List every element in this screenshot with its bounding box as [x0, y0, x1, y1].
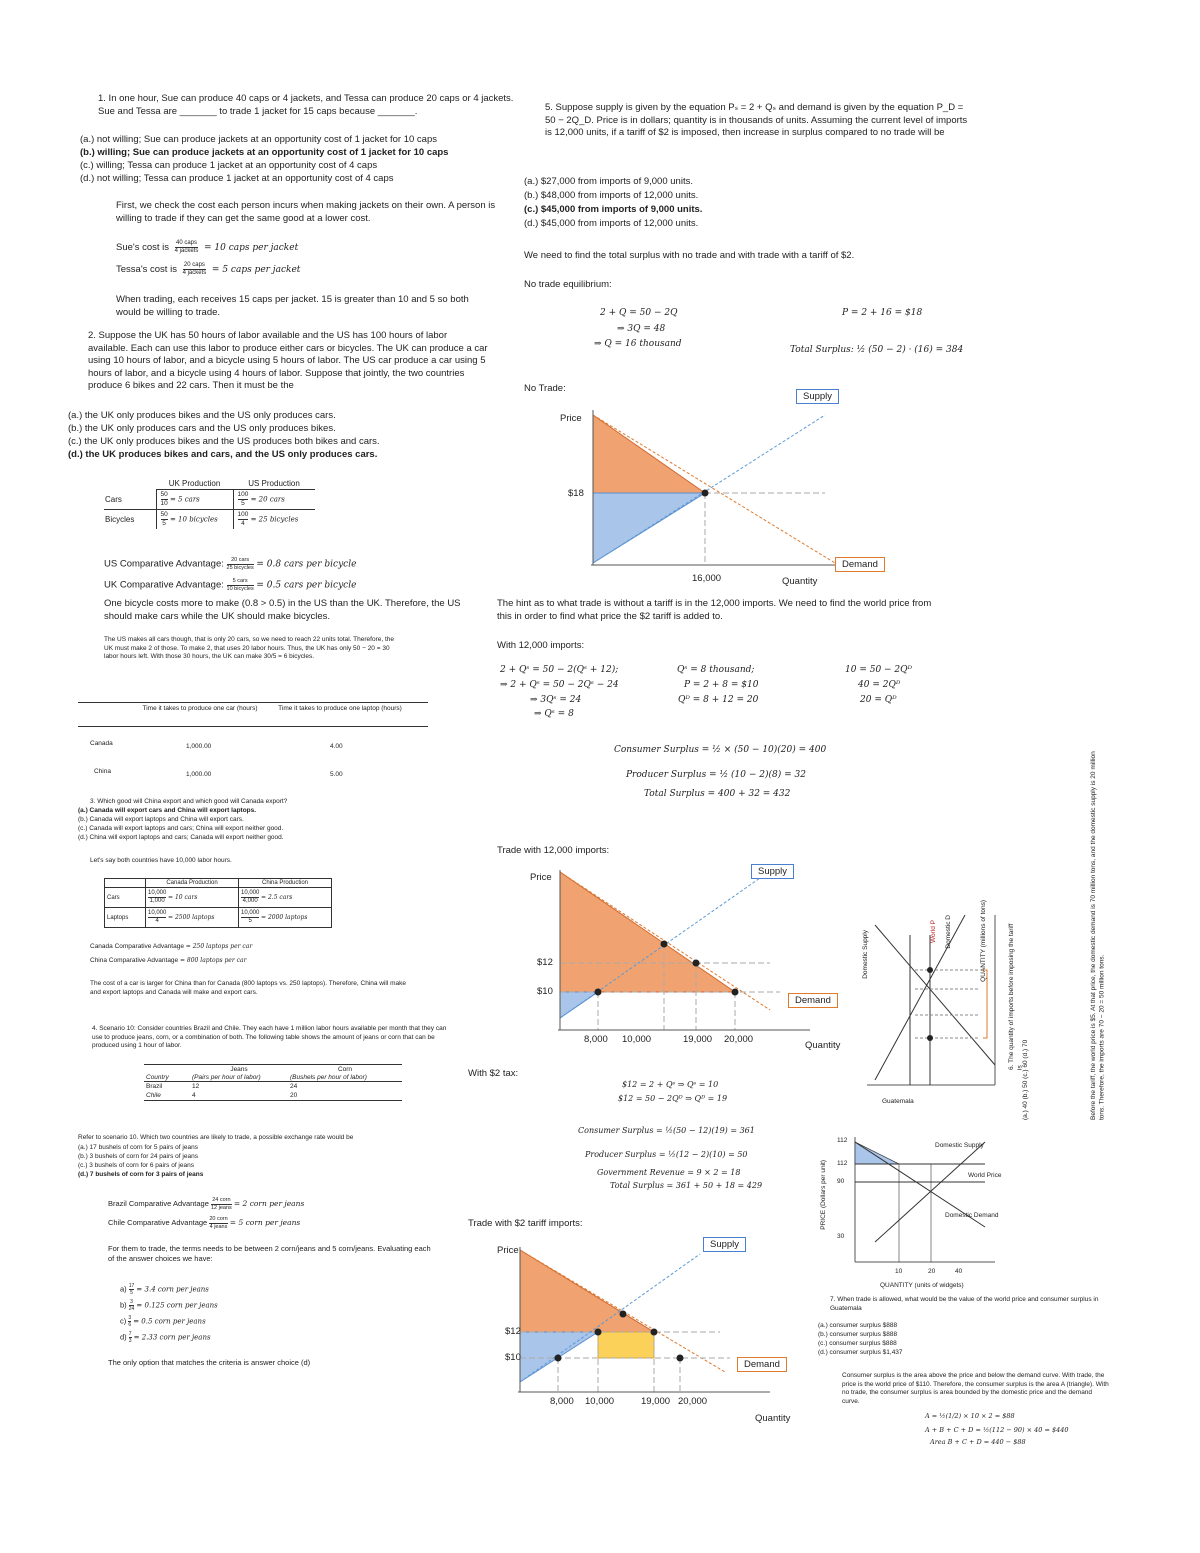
q5-m9: 40 = 2Qᴰ	[858, 680, 901, 690]
q3-row-china: China	[94, 768, 111, 775]
q5-m5: Qˢ = 8 thousand;	[677, 665, 755, 675]
q5-no-trade-label: No Trade:	[524, 383, 566, 394]
q4-eval-c-fraction: 3 6	[128, 1315, 132, 1328]
graph1-q16: 16,000	[692, 573, 722, 584]
q4-table	[144, 1064, 402, 1101]
q2-option-b: (b.) the UK only produces cars and the US only produces bikes.	[68, 423, 336, 434]
q4-eval-c-label: c)	[120, 1316, 127, 1326]
q3-option-a: (a.) Canada will export cars and China will export laptops.	[78, 807, 257, 814]
q7-y-axis-label: PRICE (Dollars per unit)	[820, 1160, 827, 1230]
q3-conclusion: The cost of a car is larger for China than for Canada (800 laptops vs. 250 laptops). Therefore, China will make and export laptops and Canada will make and export cars.	[90, 980, 407, 996]
q7-x2: 20	[928, 1268, 936, 1275]
graph3-p10: $10	[505, 1352, 521, 1363]
q2-us-advantage-math: = 0.8 cars per bicycle	[256, 559, 357, 570]
q4-option-b: (b.) 3 bushels of corn for 24 pairs of jeans	[78, 1153, 198, 1160]
graph3-q20: 20,000	[678, 1396, 708, 1407]
q6-question: 6. The quantity of imports before imposing the tariff is	[1008, 923, 1024, 1070]
q3-option-c: (c.) Canada will export laptops and cars; China will export neither good.	[78, 825, 284, 832]
q2-uk-advantage	[104, 578, 356, 592]
graph1-producer-surplus	[593, 493, 705, 563]
q3-table-rule-2	[78, 726, 428, 727]
q7-option-c: (c.) consumer surplus $888	[818, 1340, 897, 1347]
q4-eval-d-math: = 2.33 corn per jeans	[133, 1333, 211, 1342]
q7-area-a	[855, 1142, 899, 1164]
q5-t3: Consumer Surplus = ½(50 − 12)(19) = 361	[578, 1126, 755, 1135]
q1-option-a: (a.) not willing; Sue can produce jackets at an opportunity cost of 1 jacket for 10 caps	[80, 134, 437, 145]
q7-graph	[835, 1132, 1010, 1272]
q4-eval-d-fraction: 7 3	[128, 1331, 132, 1344]
graph2-quantity-label: Quantity	[805, 1040, 841, 1051]
graph3-tariff-revenue	[598, 1332, 654, 1358]
q3-cell-canada-cars: 10,000 1,000 = 10 cars	[146, 888, 239, 908]
q7-m1: A = ½(1/2) × 10 × 2 = $88	[925, 1412, 1015, 1420]
q2-cell-uk-bikes: 50 5 = 10 bicycles	[156, 510, 233, 530]
q7-supply-line	[875, 1142, 985, 1242]
q1-tessa-fraction: 20 caps 4 jackets	[182, 262, 207, 276]
q2-question: 2. Suppose the UK has 50 hours of labor available and the US has 100 hours of labor available. Each can use this labor to produce either cars or bicycles. The UK can produce a car using 10 hours of labor, and a bicycle using 5 hours of labor. The US car produce a car using 5 hours of labor, and a bicycle using 4 hours of labor. Suppose that jointly, the two countries produce 6 bikes and 22 cars. Then it must be the	[88, 330, 488, 391]
q4-brazil-advantage-math: = 2 corn per jeans	[233, 1198, 305, 1208]
graph-trade-tariff	[480, 1232, 825, 1422]
q2-col-uk: UK Production	[156, 478, 233, 490]
q2-cell-us-bikes: 100 4 = 25 bicycles	[233, 510, 315, 530]
graph2-price-label: Price	[530, 872, 552, 883]
q5-trade-12000-label: Trade with 12,000 imports:	[497, 845, 610, 856]
graph3-p12: $12	[505, 1326, 521, 1337]
q3-assumption: Let's say both countries have 10,000 labor hours.	[90, 857, 232, 864]
q3-canada-laptop: 4.00	[330, 743, 343, 750]
q1-sue-label: Sue's cost is	[116, 242, 170, 254]
graph2-supply-point	[595, 989, 602, 996]
q4-eval-b	[120, 1299, 218, 1312]
q3-option-b: (b.) Canada will export laptops and China will export cars.	[78, 816, 244, 823]
q5-option-c: (c.) $45,000 from imports of 9,000 units.	[524, 204, 703, 215]
q1-option-b: (b.) willing; Sue can produce jackets at an opportunity cost of 1 jacket for 10 caps	[80, 147, 449, 158]
q7-p1: 112	[837, 1137, 848, 1144]
q5-m3: ⇒ 3Qˢ = 24	[530, 695, 582, 705]
q5-m10: 20 = Qᴰ	[860, 695, 897, 705]
q3-table-rule	[78, 702, 428, 703]
q3-china-car: 1,000.00	[186, 771, 212, 778]
graph3-q19: 19,000	[641, 1396, 671, 1407]
q3-option-d: (d.) China will export laptops and cars; Canada will export neither good.	[78, 834, 284, 841]
q7-x3: 40	[955, 1268, 963, 1275]
q5-eq4: P = 2 + 16 = $18	[842, 308, 923, 318]
q4-eval-b-math: = 0.125 corn per jeans	[136, 1301, 218, 1310]
q3-row-laptops: Laptops	[105, 908, 146, 928]
graph3-price-label: Price	[497, 1245, 519, 1256]
graph2-demand-label: Demand	[788, 993, 838, 1008]
q5-m1: 2 + Qˢ = 50 − 2(Qˢ + 12);	[500, 665, 619, 675]
q3-header-laptop: Time it takes to produce one laptop (hours)	[278, 705, 402, 712]
graph3-equilibrium-point	[620, 1311, 627, 1318]
q5-eq5: Total Surplus: ½ (50 − 2) · (16) = 384	[790, 345, 964, 355]
q3-header-car: Time it takes to produce one car (hours)	[142, 705, 258, 712]
q1-option-d: (d.) not willing; Tessa can produce 1 jacket at an opportunity cost of 4 caps	[80, 173, 394, 184]
graph3-demand-label: Demand	[737, 1357, 787, 1372]
q2-us-advantage-label: US Comparative Advantage:	[104, 558, 224, 570]
q3-production-table	[104, 878, 332, 928]
q7-option-a: (a.) consumer surplus $888	[818, 1322, 898, 1329]
graph2-q20: 20,000	[724, 1034, 754, 1045]
q7-p2: 112	[837, 1160, 848, 1167]
q7-m3: Area B + C + D = 440 − $88	[930, 1438, 1026, 1446]
q7-m2: A + B + C + D = ½(112 − 90) × 40 = $440	[925, 1426, 1069, 1434]
q4-eval-d-label: d)	[120, 1332, 127, 1342]
q6-options: (a.) 40 (b.) 50 (c.) 60 (d.) 70	[1022, 1039, 1029, 1120]
q2-option-d: (d.) the UK produces bikes and cars, and the US only produces cars.	[68, 449, 378, 460]
q5-total-surplus: Total Surplus = 400 + 32 = 432	[644, 789, 791, 799]
q3-china-advantage-label: China Comparative Advantage	[90, 957, 179, 964]
q3-china-advantage-math: = 800 laptops per car	[179, 957, 247, 964]
q5-t1: $12 = 2 + Qˢ ⇒ Qˢ = 10	[622, 1080, 719, 1089]
q4-header-jeans-unit: (Pairs per hour of labor)	[192, 1074, 261, 1081]
q5-m6: P = 2 + 8 = $10	[684, 680, 759, 690]
q5-eq3: ⇒ Q = 16 thousand	[594, 339, 682, 349]
q3-cell-canada-laptops: 10,000 4 = 2500 laptops	[146, 908, 239, 928]
graph1-price-label: Price	[560, 413, 582, 424]
q2-cell-us-cars: 100 5 = 20 cars	[233, 490, 315, 510]
graph3-supply-label: Supply	[703, 1237, 746, 1252]
q4-header-country: Country	[146, 1074, 169, 1081]
q3-canada-advantage	[90, 943, 252, 952]
q4-option-a: (a.) 17 bushels of corn for 5 pairs of jeans	[78, 1144, 198, 1151]
graph2-p12: $12	[537, 957, 553, 968]
q4-eval-b-fraction: 3 24	[128, 1299, 135, 1312]
graph2-q10: 10,000	[622, 1034, 652, 1045]
q5-eq2: ⇒ 3Q = 48	[617, 324, 666, 334]
q2-option-c: (c.) the UK only produces bikes and the US produces both bikes and cars.	[68, 436, 380, 447]
q1-option-c: (c.) willing; Tessa can produce 1 jacket at an opportunity cost of 4 caps	[80, 160, 378, 171]
q1-tessa-math: = 5 caps per jacket	[211, 265, 301, 276]
graph2-q19: 19,000	[683, 1034, 713, 1045]
q4-brazil-advantage-label: Brazil Comparative Advantage	[108, 1198, 209, 1208]
q1-sue-cost	[116, 240, 298, 255]
q5-option-a: (a.) $27,000 from imports of 9,000 units.	[524, 176, 693, 187]
q3-cell-china-cars: 10,000 4,000 = 2.5 cars	[239, 888, 332, 908]
q6-domestic-demand-label: Domestic D	[945, 915, 952, 949]
q4-row-chile: Chile	[144, 1091, 190, 1101]
graph2-equilibrium-point	[661, 941, 668, 948]
q5-option-b: (b.) $48,000 from imports of 12,000 units.	[524, 190, 699, 201]
graph3-world-supply-point	[555, 1355, 562, 1362]
q4-scenario: 4. Scenario 10: Consider countries Brazil and Chile. They each have 1 million labor hours available per month that they can use to produce jeans, corn, or a combination of both. The following table shows the amount of jeans or corn that can be produced using 1 hour of labor.	[92, 1025, 447, 1049]
q1-question: 1. In one hour, Sue can produce 40 caps or 4 jackets, and Tessa can produce 20 caps or 4 jackets. Sue and Tessa are _______ to trade 1 jacket for 15 caps because _______.	[98, 93, 514, 117]
q5-eq1: 2 + Q = 50 − 2Q	[600, 308, 678, 318]
q7-x1: 10	[895, 1268, 903, 1275]
q3-canada-car: 1,000.00	[186, 743, 212, 750]
graph3-consumer-surplus	[520, 1250, 654, 1332]
q5-no-trade-equilibrium: No trade equilibrium:	[524, 279, 612, 290]
q3-col-canada: Canada Production	[146, 879, 239, 888]
q7-x-axis-label: QUANTITY (units of widgets)	[880, 1282, 964, 1289]
q2-col-us: US Production	[233, 478, 315, 490]
graph2-supply-label: Supply	[751, 864, 794, 879]
q5-m8: 10 = 50 − 2Qᴰ	[845, 665, 913, 675]
graph3-quantity-label: Quantity	[755, 1413, 791, 1424]
q5-t6: Total Surplus = 361 + 50 + 18 = 429	[610, 1181, 763, 1190]
q2-uk-advantage-label: UK Comparative Advantage:	[104, 579, 224, 591]
q5-option-d: (d.) $45,000 from imports of 12,000 units.	[524, 218, 699, 229]
q5-m2: ⇒ 2 + Qˢ = 50 − 2Qˢ − 24	[500, 680, 619, 690]
q4-row-brazil: Brazil	[144, 1082, 190, 1092]
graph2-tariff-demand-point	[693, 960, 700, 967]
graph1-quantity-label: Quantity	[782, 576, 818, 587]
graph2-q8: 8,000	[584, 1034, 608, 1045]
q7-option-d: (d.) consumer surplus $1,437	[818, 1349, 903, 1356]
graph2-demand-point	[732, 989, 739, 996]
q6-domestic-supply-label: Domestic Supply	[862, 930, 869, 979]
q5-t2: $12 = 50 − 2Qᴰ ⇒ Qᴰ = 19	[618, 1094, 728, 1103]
q6-x-axis-label: Guatemala	[882, 1098, 914, 1105]
q6-point-2	[927, 1035, 933, 1041]
q4-eval-c	[120, 1315, 206, 1328]
graph2-p10: $10	[537, 986, 553, 997]
q2-uk-advantage-math: = 0.5 cars per bicycle	[256, 580, 357, 591]
q4-header-corn-unit: (Bushels per hour of labor)	[290, 1074, 367, 1081]
q1-tessa-label: Tessa's cost is	[116, 264, 177, 276]
q6-side-note: Before the tariff, the world price is $5. At that price, the domestic demand is 70 million tons, and the domestic supply is 20 million tons. Therefore, the imports are 70 − 20 = 50 million tons.	[1090, 751, 1106, 1120]
q5-need: We need to find the total surplus with no trade and with trade with a tariff of $2.	[524, 250, 855, 261]
q5-with-tax: With $2 tax:	[468, 1068, 519, 1079]
q5-question: 5. Suppose supply is given by the equation Pₛ = 2 + Qₛ and demand is given by the equation P_D = 50 − 2Q_D. Price is in dollars; quantity is in thousands of units. Assuming the current level of imports is 12,000 units, if a tariff of $2 is imposed, then increase in surplus compared to no trade will be	[545, 102, 968, 138]
q7-domestic-demand-label: Domestic Demand	[945, 1212, 999, 1219]
q4-chile-advantage	[108, 1216, 300, 1230]
q2-cell-uk-cars: 50 10 = 5 cars	[156, 490, 233, 510]
q4-eval-c-math: = 0.5 corn per jeans	[133, 1317, 206, 1326]
graph-trade-12000	[520, 860, 865, 1040]
q5-m4: ⇒ Qˢ = 8	[534, 709, 574, 719]
q1-tessa-cost	[116, 262, 300, 277]
q2-detail: The US makes all cars though, that is only 20 cars, so we need to reach 22 units total. Therefore, the UK must make 2 of those. To make 2, that uses 20 labor hours. Thus, the UK has only 50 − 20 = 30 labor hours left. With those 30 hours, the UK can make 30/5 = 6 bicycles.	[104, 636, 395, 660]
graph3-tariff-supply-point	[595, 1329, 602, 1336]
graph3-q8: 8,000	[550, 1396, 574, 1407]
q4-eval-a-label: a)	[120, 1284, 127, 1294]
q2-option-a: (a.) the UK only produces bikes and the US only produces cars.	[68, 410, 336, 421]
q1-conclusion: When trading, each receives 15 caps per jacket. 15 is greater than 10 and 5 so both would be willing to trade.	[116, 294, 469, 318]
q2-us-advantage	[104, 557, 356, 571]
graph2-consumer-surplus	[560, 872, 735, 992]
q1-sue-fraction: 40 caps 4 jackets	[174, 240, 199, 254]
q5-t5: Government Revenue = 9 × 2 = 18	[597, 1168, 741, 1177]
q6-supply-line	[875, 925, 995, 1065]
q6-world-price-label: World P	[930, 920, 937, 943]
graph3-world-demand-point	[677, 1355, 684, 1362]
q5-consumer-surplus: Consumer Surplus = ½ × (50 − 10)(20) = 400	[614, 745, 827, 755]
q7-option-b: (b.) consumer surplus $888	[818, 1331, 898, 1338]
q3-canada-advantage-math: = 250 laptops per car	[185, 943, 253, 950]
graph1-demand-label: Demand	[835, 557, 885, 572]
q5-with-12000: With 12,000 imports:	[497, 640, 585, 651]
q4-chile-advantage-math: = 5 corn per jeans	[229, 1217, 301, 1227]
q4-eval-a-math: = 3.4 corn per jeans	[136, 1285, 209, 1294]
graph1-equilibrium-point	[702, 490, 709, 497]
q4-range: For them to trade, the terms needs to be between 2 corn/jeans and 5 corn/jeans. Evaluating each of the answer choices we have:	[108, 1244, 431, 1263]
q2-production-table	[104, 478, 315, 529]
q4-header-corn: Corn	[288, 1065, 402, 1075]
q3-china-laptop: 5.00	[330, 771, 343, 778]
q4-chile-fraction: 20 corn 4 jeans	[209, 1216, 228, 1230]
q4-conclusion: The only option that matches the criteria is answer choice (d)	[108, 1358, 311, 1367]
q4-header-jeans: Jeans	[190, 1065, 288, 1075]
q5-trade-tariff-label: Trade with $2 tariff imports:	[468, 1218, 583, 1229]
q5-t4: Producer Surplus = ½(12 − 2)(10) = 50	[585, 1150, 748, 1159]
q4-chile-corn: 20	[288, 1091, 402, 1101]
q4-question: Refer to scenario 10. Which two countries are likely to trade, a possible exchange rate would be	[78, 1134, 354, 1141]
q4-brazil-corn: 24	[288, 1082, 402, 1092]
q7-p3: 90	[837, 1178, 845, 1185]
q5-m7: Qᴰ = 8 + 12 = 20	[678, 695, 759, 705]
q6-y-axis-label: QUANTITY (millions of tons)	[980, 900, 987, 982]
q6-point-1	[927, 967, 933, 973]
q3-row-cars: Cars	[105, 888, 146, 908]
q1-sue-math: = 10 caps per jacket	[204, 243, 299, 254]
q3-question: 3. Which good will China export and which good will Canada export?	[90, 798, 288, 805]
q4-eval-a-fraction: 17 5	[128, 1283, 135, 1296]
q3-row-canada: Canada	[90, 740, 113, 747]
q4-brazil-fraction: 24 corn 12 jeans	[210, 1197, 232, 1211]
q4-brazil-jeans: 12	[190, 1082, 288, 1092]
graph1-supply-label: Supply	[796, 389, 839, 404]
q4-eval-d	[120, 1331, 211, 1344]
q4-eval-a	[120, 1283, 209, 1296]
q7-explanation: Consumer surplus is the area above the price and below the demand curve. With trade, the price is the world price of $110. Therefore, the consumer surplus is the area A (triangle). With no trade, the consumer surplus is area bounded by the domestic price and the demand curve.	[842, 1372, 1109, 1405]
q2-row-cars: Cars	[104, 490, 156, 510]
q3-canada-advantage-label: Canada Comparative Advantage	[90, 943, 184, 950]
q4-chile-jeans: 4	[190, 1091, 288, 1101]
q7-p4: 30	[837, 1233, 845, 1240]
q4-option-c: (c.) 3 bushels of corn for 6 pairs of jeans	[78, 1162, 194, 1169]
q2-conclusion: One bicycle costs more to make (0.8 > 0.5) in the US than the UK. Therefore, the US should make cars while the UK should make bicycles.	[104, 598, 461, 622]
q2-uk-fraction: 5 cars 10 bicycles	[226, 578, 254, 592]
q7-world-price-label: World Price	[968, 1172, 1002, 1179]
q3-china-advantage	[90, 957, 246, 966]
q4-option-d: (d.) 7 bushels of corn for 3 pairs of jeans	[78, 1171, 204, 1178]
q5-producer-surplus: Producer Surplus = ½ (10 − 2)(8) = 32	[626, 770, 806, 780]
graph3-tariff-demand-point	[651, 1329, 658, 1336]
q3-col-china: China Production	[239, 879, 332, 888]
graph3-q10: 10,000	[585, 1396, 615, 1407]
q1-explanation: First, we check the cost each person incurs when making jackets on their own. A person is willing to trade if they can get the same good at a lower cost.	[116, 200, 496, 224]
q7-question: 7. When trade is allowed, what would be the value of the world price and consumer surplus in Guatemala	[830, 1296, 1099, 1312]
graph1-p18: $18	[568, 488, 584, 499]
graph1-consumer-surplus	[593, 415, 705, 493]
q4-chile-advantage-label: Chile Comparative Advantage	[108, 1217, 208, 1227]
q7-domestic-supply-label: Domestic Supply	[935, 1142, 984, 1149]
q4-eval-b-label: b)	[120, 1300, 127, 1310]
q3-cell-china-laptops: 10,000 5 = 2000 laptops	[239, 908, 332, 928]
q2-row-bicycles: Bicycles	[105, 515, 135, 524]
q4-brazil-advantage	[108, 1197, 304, 1211]
q2-us-fraction: 20 cars 25 bicycles	[226, 557, 254, 571]
q5-hint: The hint as to what trade is without a tariff is in the 12,000 imports. We need to find the world price from this in order to find what price the $2 tariff is added to.	[497, 598, 932, 622]
